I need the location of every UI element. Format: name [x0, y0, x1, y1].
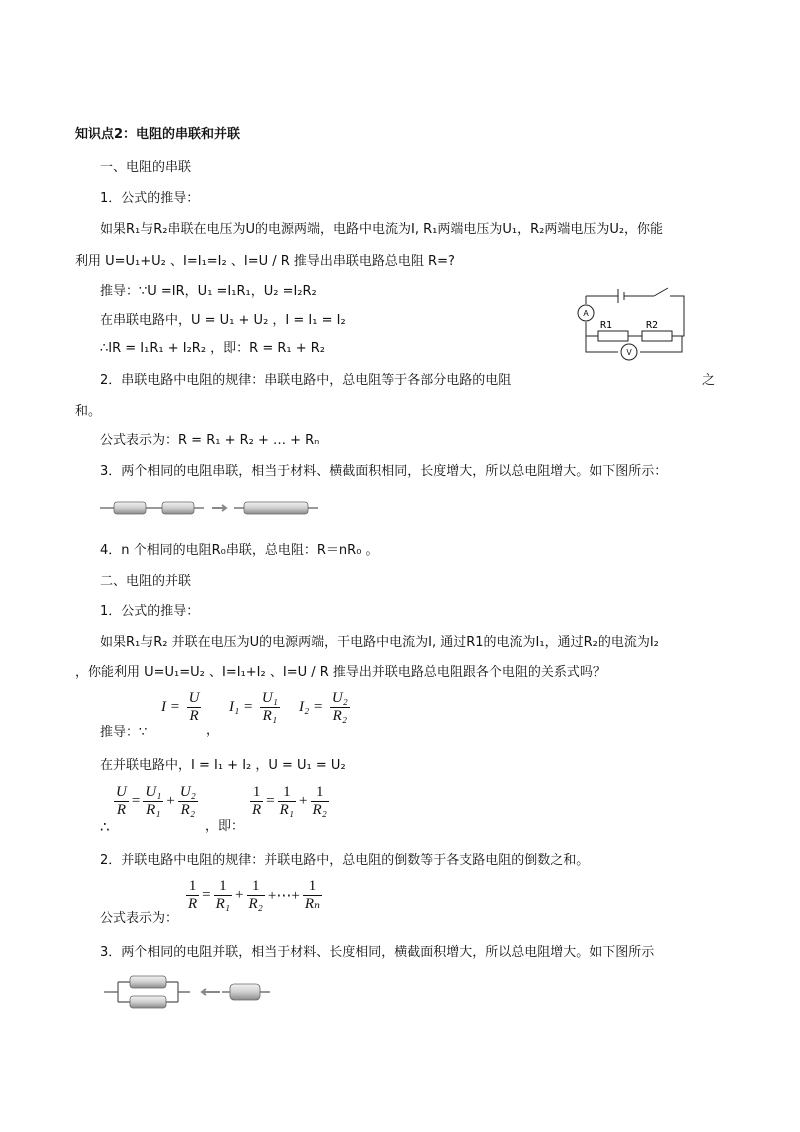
ammeter-label: A: [583, 309, 589, 318]
fraction-numerator: 1: [303, 878, 322, 896]
series-s1-title: 1．公式的推导：: [100, 191, 200, 206]
fraction: [247, 878, 265, 913]
fraction-numerator: 1: [311, 784, 329, 802]
equation-i1-lhs: I₁ =: [229, 699, 254, 715]
fraction: [143, 784, 163, 819]
fraction-denominator: R₂: [180, 802, 196, 818]
equals-sign: =: [202, 887, 211, 903]
parallel-in-circuit: 在并联电路中，I = I₁ + I₂ ，U = U₁ = U₂: [100, 758, 346, 773]
fraction-numerator: 1: [214, 878, 232, 896]
r1-label: R1: [600, 320, 613, 331]
fraction-numerator: U₁: [145, 784, 162, 800]
fraction: [114, 784, 129, 819]
series-derive-line2: 在串联电路中，U = U₁ + U₂ ，I = I₁ = I₂: [100, 313, 346, 328]
parallel-s3-text: 3．两个相同的电阻并联，相当于材料、长度相同，横截面积增大，所以总电阻增大。如下图所示: [100, 945, 655, 960]
series-heading: 一、电阻的串联: [100, 160, 192, 175]
equation-voltage-ratio: [114, 784, 198, 819]
fraction: [311, 784, 329, 819]
series-s4-text: 4．n 个相同的电阻R₀串联，总电阻：R＝nR₀ 。: [100, 543, 379, 558]
section-title: 知识点2：电阻的串联和并联: [75, 127, 241, 142]
fraction-denominator: R: [188, 896, 198, 912]
plus-sign: +: [299, 793, 308, 809]
therefore-symbol: ∴: [100, 818, 110, 836]
fraction-numerator: U: [116, 784, 127, 800]
fraction-numerator: 1: [247, 878, 265, 896]
equals-sign: =: [266, 793, 275, 809]
fraction-numerator: U: [188, 690, 200, 706]
fraction-u1-over-r1: [260, 690, 280, 725]
fraction-numerator: U₂: [179, 784, 196, 800]
series-derive-line3: ∴IR = I₁R₁ + I₂R₂ ，即：R = R₁ + R₂: [100, 341, 325, 356]
ellipsis-sum: +⋯+: [267, 888, 300, 904]
equals-sign: =: [131, 793, 141, 809]
equation-i2: [296, 690, 350, 725]
equation-comma: ，: [206, 723, 220, 738]
equation-reciprocal: [250, 784, 329, 819]
parallel-s1-paragraph-line1: 如果R₁与R₂ 并联在电压为U的电源两端，干电路中电流为I, 通过R1的电流为I₁，通过R₂的电流为I₂: [100, 635, 659, 650]
fraction-u-over-r: [187, 690, 202, 725]
voltmeter-label: V: [626, 348, 632, 357]
series-s2-text: 2．串联电路中电阻的规律：串联电路中，总电阻等于各部分电路的电阻: [100, 373, 512, 388]
fraction: [303, 878, 322, 913]
fraction: [186, 878, 199, 913]
fraction: [278, 784, 296, 819]
equation-i2-lhs: I₂ =: [299, 699, 324, 715]
fraction-denominator: R: [252, 802, 262, 818]
parallel-s1-title: 1．公式的推导：: [100, 604, 200, 619]
fraction-numerator: 1: [186, 878, 199, 896]
fraction-denominator: R: [116, 802, 126, 818]
parallel-formula: [186, 878, 322, 913]
plus-sign: +: [235, 887, 244, 903]
equation-i: [158, 690, 201, 725]
series-s1-paragraph-line2: 利用 U=U₁+U₂ 、I=I₁=I₂ 、I=U / R 推导出串联电路总电阻 R=?: [75, 254, 455, 269]
fraction-denominator: R: [189, 708, 199, 724]
fraction-denominator: R₁: [215, 896, 231, 912]
series-s2-continuation: 和。: [75, 404, 102, 419]
fraction-denominator: R₂: [248, 896, 263, 912]
fraction-denominator: R₁: [279, 802, 295, 818]
plus-sign: +: [166, 793, 175, 809]
series-s2-tail: 之: [702, 373, 716, 388]
parallel-resistors-illustration: [104, 972, 274, 1012]
fraction: [214, 878, 232, 913]
equation-i-lhs: I =: [161, 699, 180, 715]
parallel-derive-label: 推导：∵: [100, 725, 148, 740]
fraction-denominator: Rₙ: [304, 896, 321, 912]
fraction-numerator: 1: [278, 784, 296, 802]
series-s3-text: 3．两个相同的电阻串联，相当于材料、横截面积相同，长度增大，所以总电阻增大。如下图所示：: [100, 464, 668, 479]
equation-ie: ，即：: [205, 819, 245, 834]
fraction: [250, 784, 263, 819]
fraction-denominator: R₂: [332, 708, 348, 724]
parallel-s2-text: 2．并联电路中电阻的规律：并联电路中，总电阻的倒数等于各支路电阻的倒数之和。: [100, 853, 590, 868]
series-formula: 公式表示为：R = R₁ + R₂ + … + Rₙ: [100, 433, 320, 448]
fraction-numerator: U₂: [331, 690, 348, 706]
fraction-numerator: 1: [250, 784, 263, 802]
fraction-denominator: R₁: [146, 802, 161, 818]
series-resistors-illustration: [100, 496, 320, 520]
parallel-s1-paragraph-line2: ，你能利用 U=U₁=U₂ 、I=I₁+I₂ 、I=U / R 推导出并联电路总电阻跟各个电阻的关系式吗？: [75, 665, 606, 680]
fraction-numerator: U₁: [261, 690, 278, 706]
fraction-denominator: R₁: [262, 708, 278, 724]
series-s1-paragraph-line1: 如果R₁与R₂串联在电压为U的电源两端，电路中电流为I, R₁两端电压为U₁，R₂两端电压为U₂，你能: [100, 222, 664, 237]
r2-label: R2: [646, 320, 659, 331]
parallel-heading: 二、电阻的并联: [100, 574, 192, 589]
series-circuit-diagram: [574, 284, 686, 364]
parallel-formula-label: 公式表示为：: [100, 911, 179, 926]
equation-i1: [226, 690, 280, 725]
series-derive-line1: 推导：∵U =IR，U₁ =I₁R₁，U₂ =I₂R₂: [100, 284, 317, 299]
fraction-denominator: R₂: [312, 802, 327, 818]
fraction-u2-over-r2: [330, 690, 350, 725]
fraction: [178, 784, 198, 819]
